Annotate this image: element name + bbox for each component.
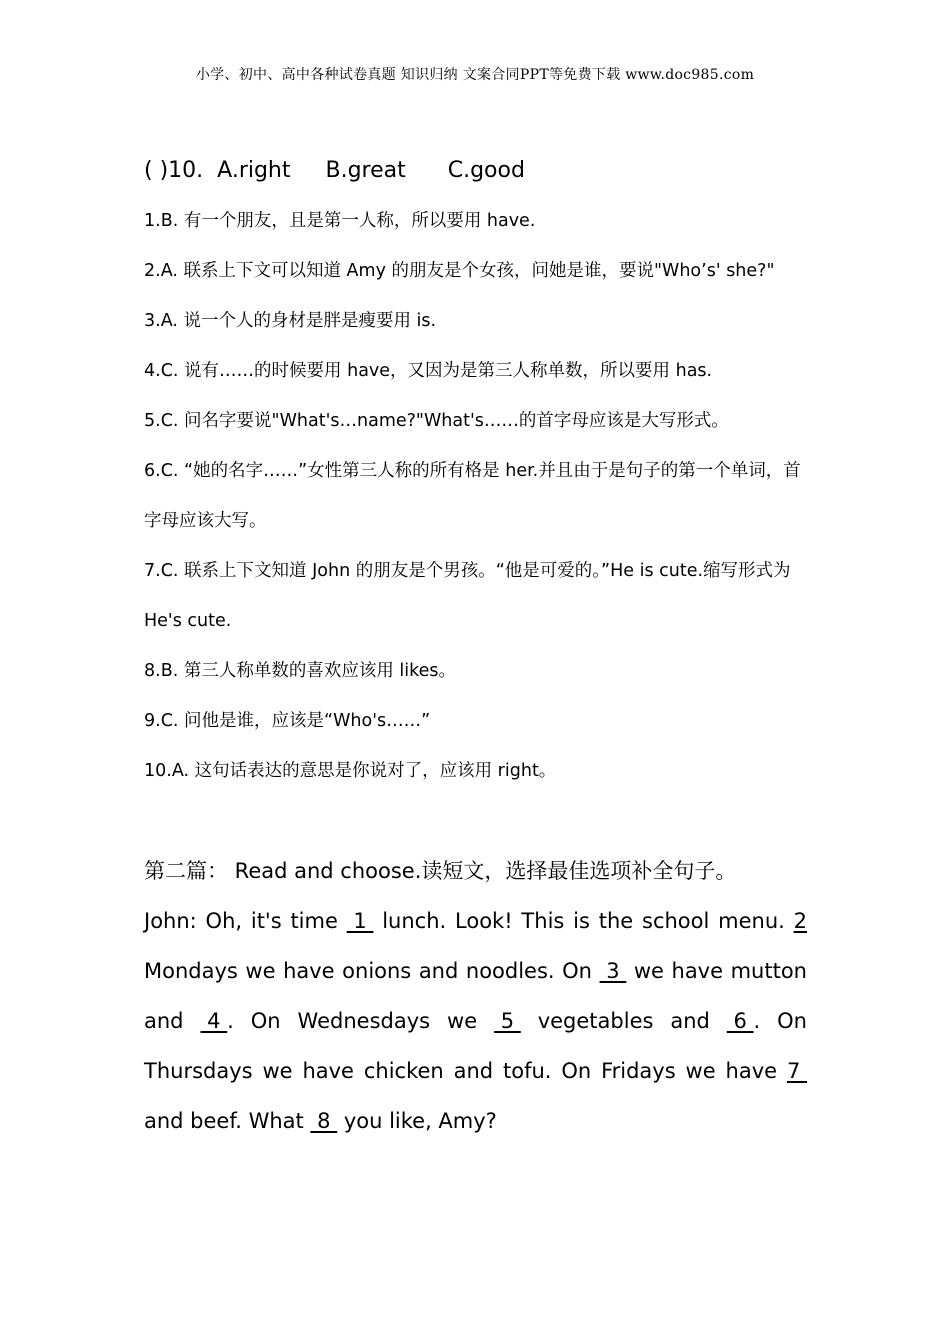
question-10 — [144, 146, 807, 196]
passage-text-segment: vegetables and — [520, 1009, 727, 1033]
blank-7: 7 — [786, 1059, 807, 1083]
passage-text-segment: and beef. What — [144, 1109, 311, 1133]
passage-text — [144, 896, 807, 1146]
option-b: B.great — [325, 158, 406, 183]
spacer — [144, 796, 807, 846]
blank-2: 2 — [793, 909, 807, 933]
question-10-number: ( )10. — [144, 158, 204, 183]
option-a: A.right — [217, 158, 291, 183]
document-body — [144, 146, 807, 1146]
answer-6: 6.C. “她的名字……”女性第三人称的所有格是 her.并且由于是句子的第一个单词，首字母应该大写。 — [144, 461, 801, 531]
passage-text-segment: . On Wednesdays we — [227, 1009, 495, 1033]
answer-5: 5.C. 问名字要说"What's…name?"What's……的首字母应该是大写形式。 — [144, 411, 729, 431]
answer-9: 9.C. 问他是谁，应该是“Who's……” — [144, 711, 431, 731]
passage-text-segment: . On Thursdays we have chicken and tofu. On Fridays we have — [144, 1009, 807, 1083]
reading-passage — [144, 846, 807, 1146]
blank-3: 3 — [599, 959, 627, 983]
blank-1: 1 — [346, 909, 374, 933]
blank-4: 4 — [200, 1009, 228, 1033]
blank-5: 5 — [494, 1009, 521, 1033]
page-header: 小学、初中、高中各种试卷真题 知识归纳 文案合同PPT等免费下载 www.doc985.com — [195, 67, 755, 83]
answer-3: 3.A. 说一个人的身材是胖是瘦要用 is. — [144, 311, 437, 331]
passage-text-segment: lunch. Look! This is the school menu. — [373, 909, 794, 933]
blank-8: 8 — [310, 1109, 338, 1133]
answer-1: 1.B. 有一个朋友，且是第一人称，所以要用 have. — [144, 211, 536, 231]
passage-text-segment: you like, Amy? — [337, 1109, 497, 1133]
answer-2: 2.A. 联系上下文可以知道 Amy 的朋友是个女孩，问她是谁，要说"Who’s' she?" — [144, 261, 775, 281]
option-c: C.good — [447, 158, 525, 183]
answer-7: 7.C. 联系上下文知道 John 的朋友是个男孩。“他是可爱的。”He is cute.缩写形式为 He's cute. — [144, 561, 791, 631]
blank-6: 6 — [726, 1009, 754, 1033]
answer-4: 4.C. 说有……的时候要用 have，又因为是第三人称单数，所以要用 has. — [144, 361, 713, 381]
passage-text-segment: Mondays we have onions and noodles. On — [144, 959, 600, 983]
passage-text-segment: John: Oh, it's time — [144, 909, 347, 933]
answer-8: 8.B. 第三人称单数的喜欢应该用 likes。 — [144, 661, 457, 681]
answer-10: 10.A. 这句话表达的意思是你说对了，应该用 right。 — [144, 761, 557, 781]
passage-text-segment: we have mutton and — [144, 959, 807, 1033]
passage-title: 第二篇： Read and choose.读短文，选择最佳选项补全句子。 — [144, 859, 737, 883]
